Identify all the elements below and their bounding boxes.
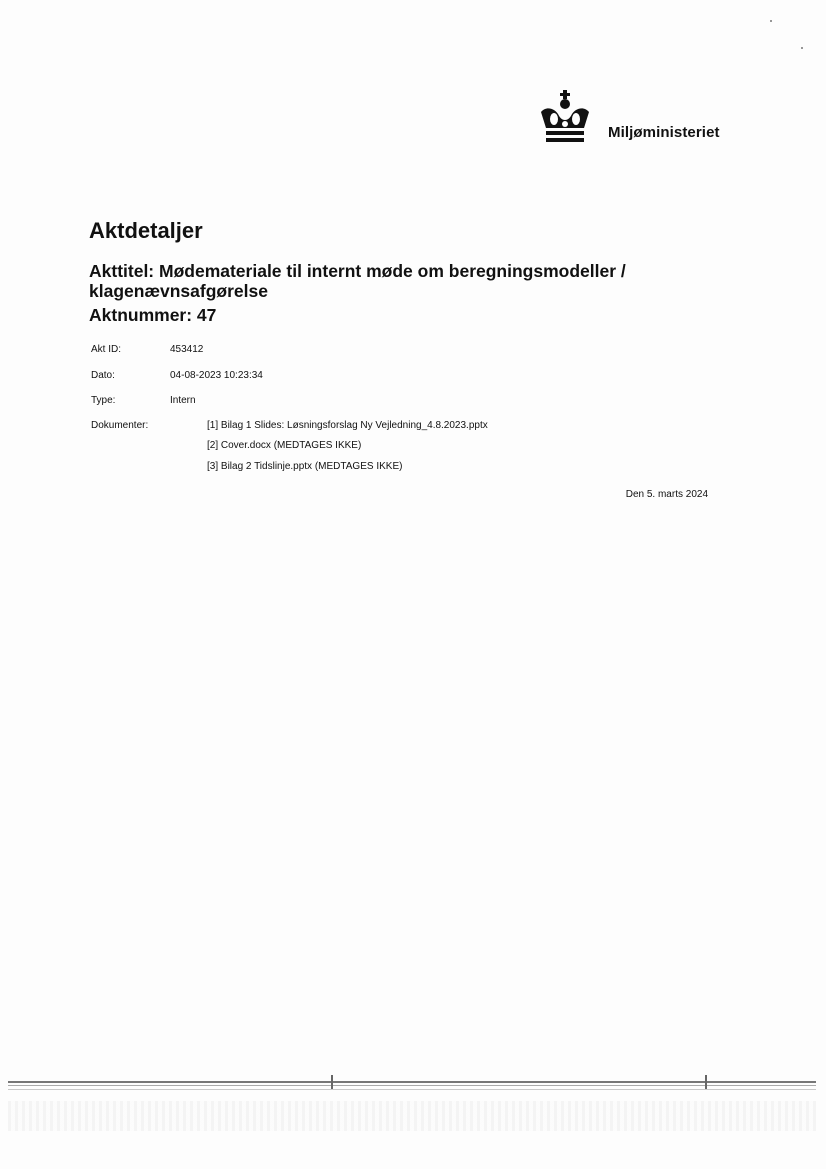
- dato-label: Dato:: [91, 370, 115, 381]
- scan-tick: [331, 1075, 333, 1089]
- type-value: Intern: [170, 395, 196, 406]
- type-label: Type:: [91, 395, 116, 406]
- scan-line: [8, 1081, 816, 1083]
- crown-icon: [536, 88, 594, 144]
- scan-noise: [8, 1101, 816, 1131]
- scan-speck: [770, 20, 772, 22]
- footer-date: Den 5. marts 2024: [625, 489, 708, 500]
- dokumenter-label: Dokumenter:: [91, 420, 149, 431]
- akt-title-line-2: klagenævnsafgørelse: [89, 281, 268, 301]
- scan-line: [8, 1085, 816, 1086]
- akt-id-value: 453412: [170, 344, 204, 355]
- document-item: [2] Cover.docx (MEDTAGES IKKE): [207, 440, 362, 451]
- akt-number: Aktnummer: 47: [89, 305, 217, 325]
- akt-id-label: Akt ID:: [91, 344, 122, 355]
- scan-speck: [801, 47, 803, 49]
- document-item: [1] Bilag 1 Slides: Løsningsforslag Ny Vejledning_4.8.2023.pptx: [207, 420, 488, 431]
- document-item: [3] Bilag 2 Tidslinje.pptx (MEDTAGES IKKE): [207, 461, 403, 472]
- scan-line: [8, 1089, 816, 1090]
- dato-value: 04-08-2023 10:23:34: [170, 370, 263, 381]
- akt-title: [89, 261, 749, 301]
- scan-tick: [705, 1075, 707, 1089]
- ministry-name: Miljøministeriet: [608, 124, 720, 141]
- page-title: Aktdetaljer: [89, 218, 203, 243]
- akt-title-line-1: Akttitel: Mødemateriale til internt møde om beregningsmodeller /: [89, 261, 626, 281]
